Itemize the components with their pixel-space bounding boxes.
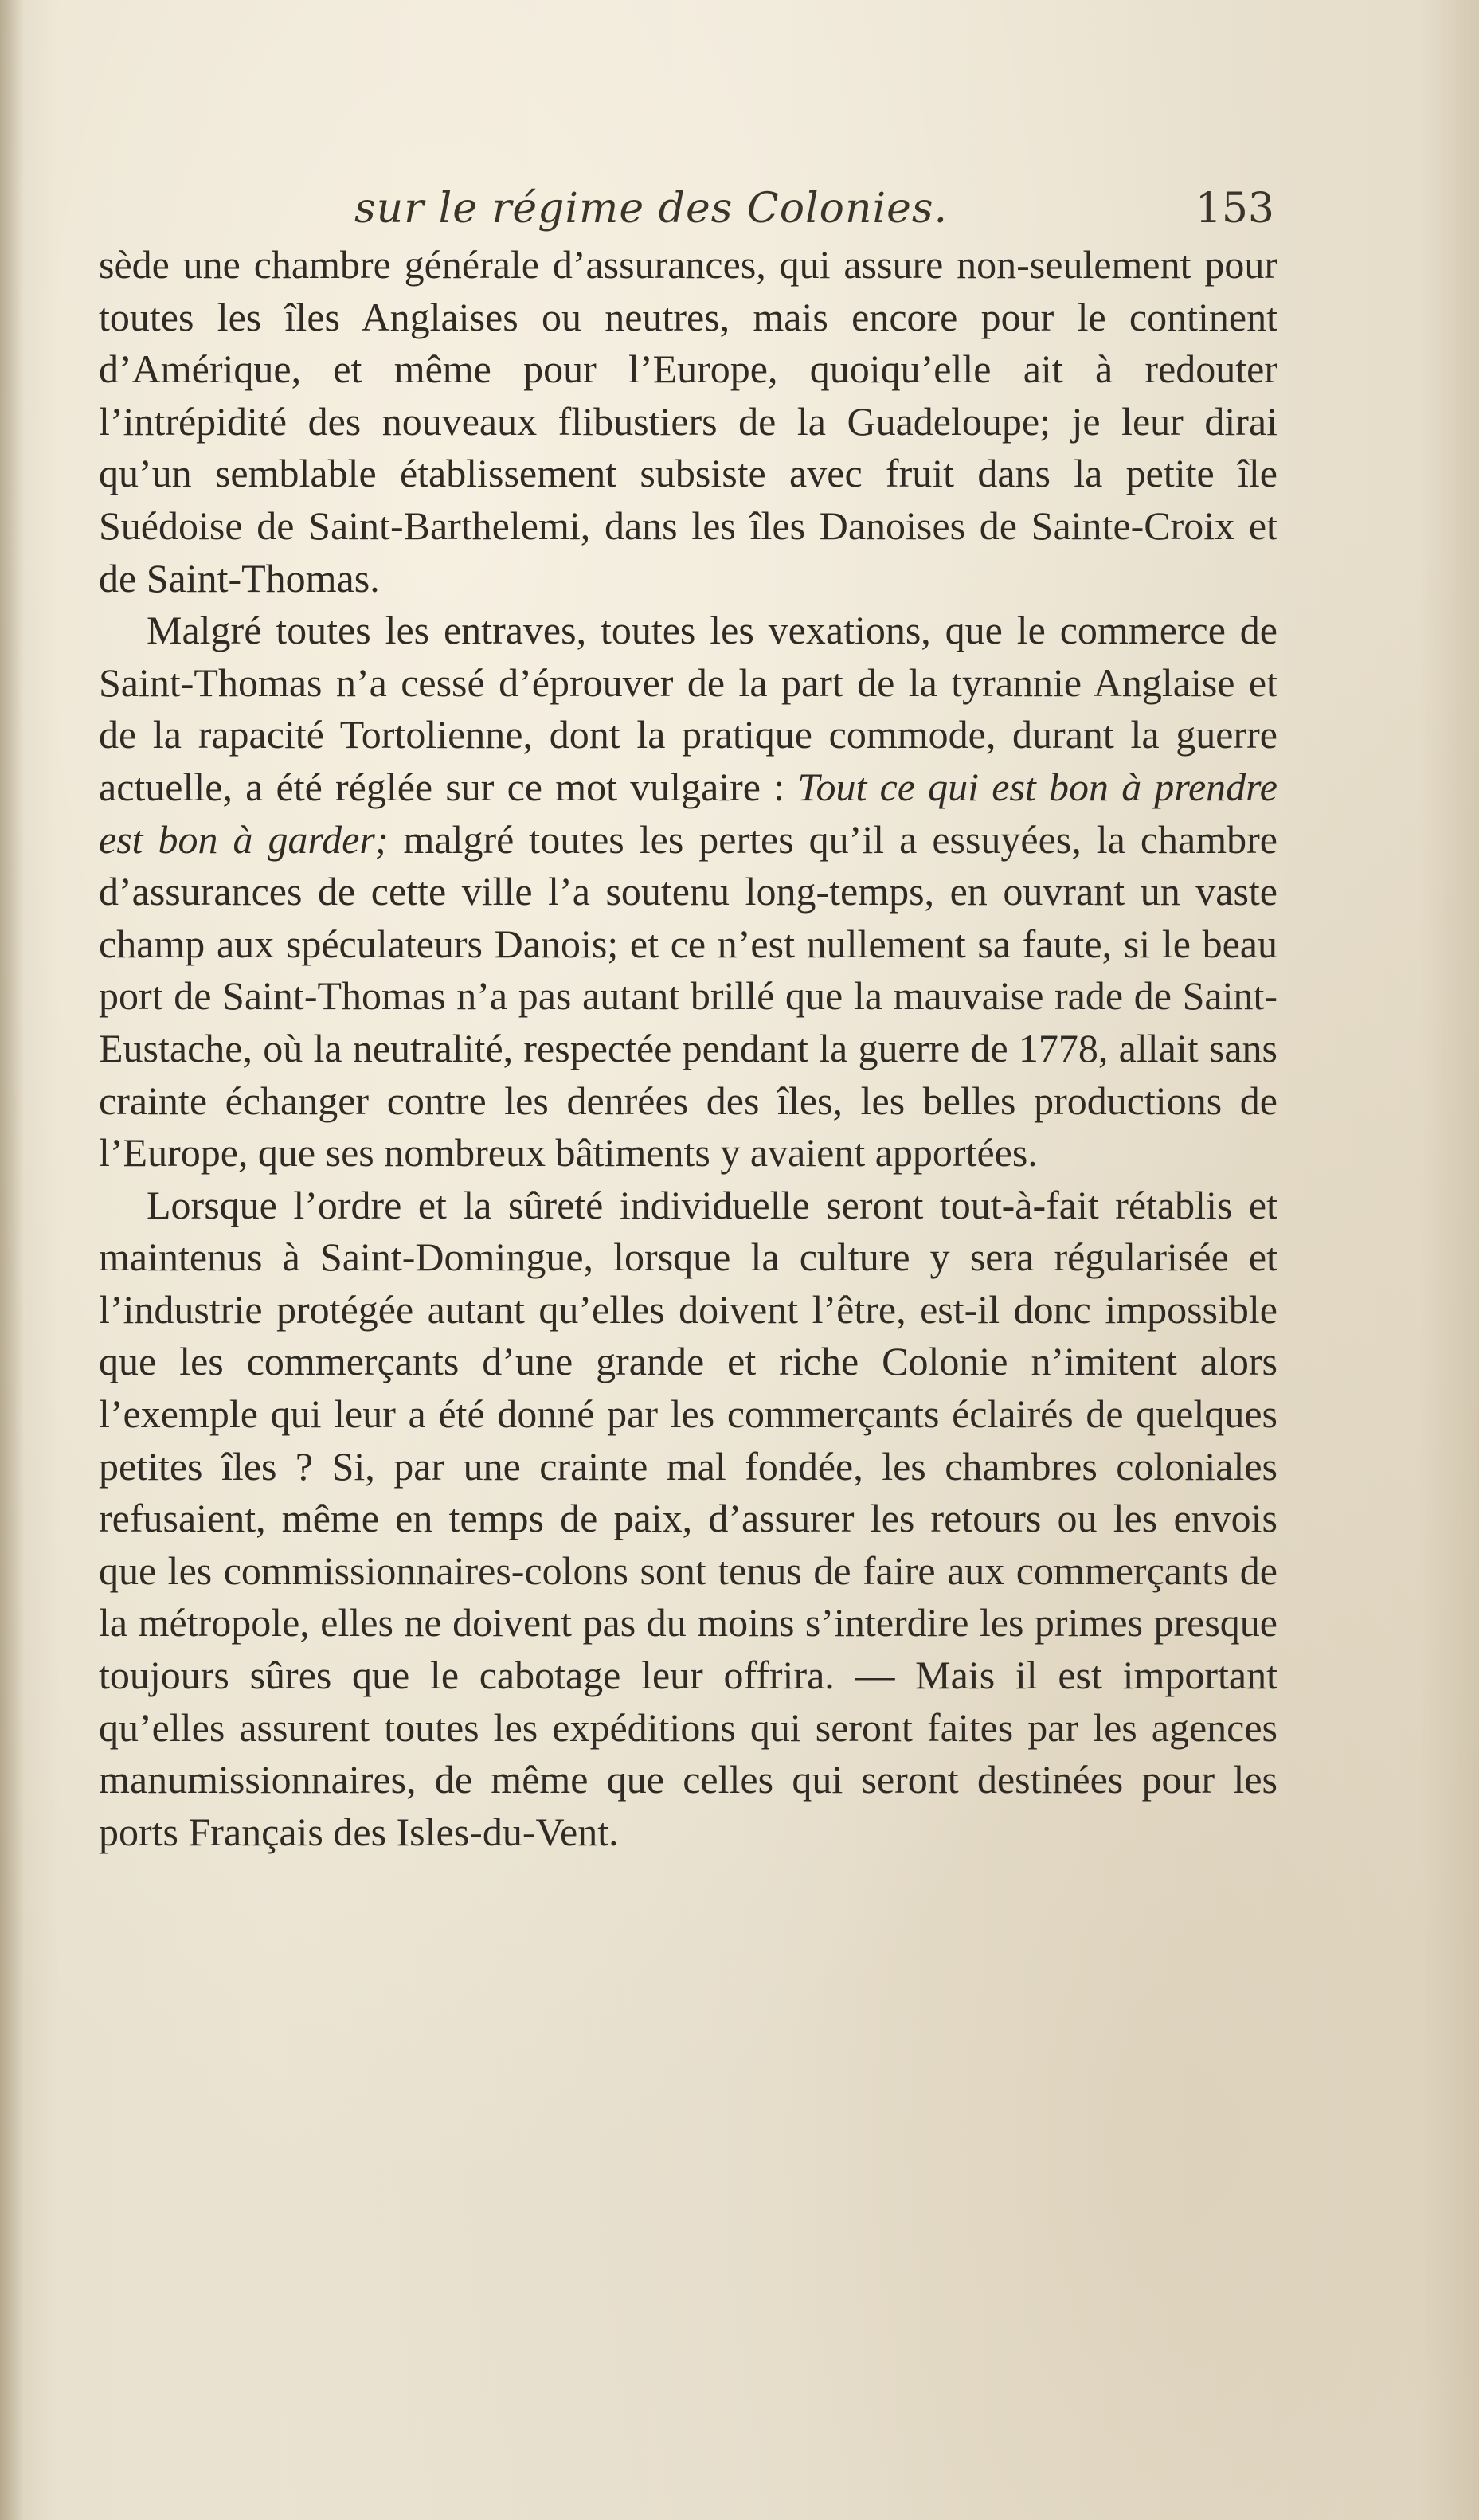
running-title: sur le régime des Colonies. [354, 185, 949, 233]
paragraph-1: sède une chambre générale d’assurances, qui assure non-seulement pour toutes les îles Anglaises ou neutres, mais encore pour le continent d’Amérique, et même pour l’Europe, quoiqu’elle ait à redouter l’intrépidité des nouveaux flibustiers de la Guadeloupe; je leur dirai qu’un semblable établissement subsiste avec fruit dans la petite île Suédoise de Saint-Barthelemi, dans les îles Danoises de Sainte-Croix et de Saint-Thomas. [99, 242, 1277, 601]
paragraph-2-text-after: malgré toutes les pertes qu’il a essuyées, la chambre d’assurances de cette ville l’a soutenu long-temps, en ouvrant un vaste champ aux spéculateurs Danois; et ce n’est nullement sa faute, si le beau port de Saint-Thomas n’a pas autant brillé que la mauvaise rade de Saint-Eustache, où la neutralité, respectée pendant la guerre de 1778, allait sans crainte échanger contre les denrées des îles, les belles productions de l’Europe, que ses nombreux bâtiments y avaient apportées. [99, 816, 1277, 1176]
body-text [99, 239, 1277, 1858]
paragraph-2-text-before: Malgré toutes les entraves, toutes les vexations, que le commerce de Saint-Thomas n’a cessé d’éprouver de la part de la tyrannie Anglaise et de la rapacité Tortolienne, dont la pratique commode, durant la guerre actuelle, a été réglée sur ce mot vulgaire : [99, 608, 1277, 809]
page-number: 153 [1195, 185, 1274, 233]
paragraph-3: Lorsque l’ordre et la sûreté individuelle seront tout-à-fait rétablis et maintenus à Saint-Domingue, lorsque la culture y sera régularisée et l’industrie protégée autant qu’elles doivent l’être, est-il donc impossible que les commerçants d’une grande et riche Colonie n’imitent alors l’exemple qui leur a été donné par les commerçants éclairés de quelques petites îles ? Si, par une crainte mal fondée, les chambres coloniales refusaient, même en temps de paix, d’assurer les retours ou les envois que les commissionnaires-colons sont tenus de faire aux commerçants de la métropole, elles ne doivent pas du moins s’interdire les primes presque toujours sûres que le cabotage leur offrira. — Mais il est important qu’elles assurent toutes les expéditions qui seront faites par les agences manumissionnaires, de même que celles qui seront destinées pour les ports Français des Isles-du-Vent. [99, 1182, 1277, 1854]
paragraph-2-italic-quote: Tout ce qui est bon à prendre est bon à garder; [99, 764, 1277, 862]
page-edge-shadow [0, 0, 24, 2520]
paragraph-2 [99, 605, 1277, 1180]
